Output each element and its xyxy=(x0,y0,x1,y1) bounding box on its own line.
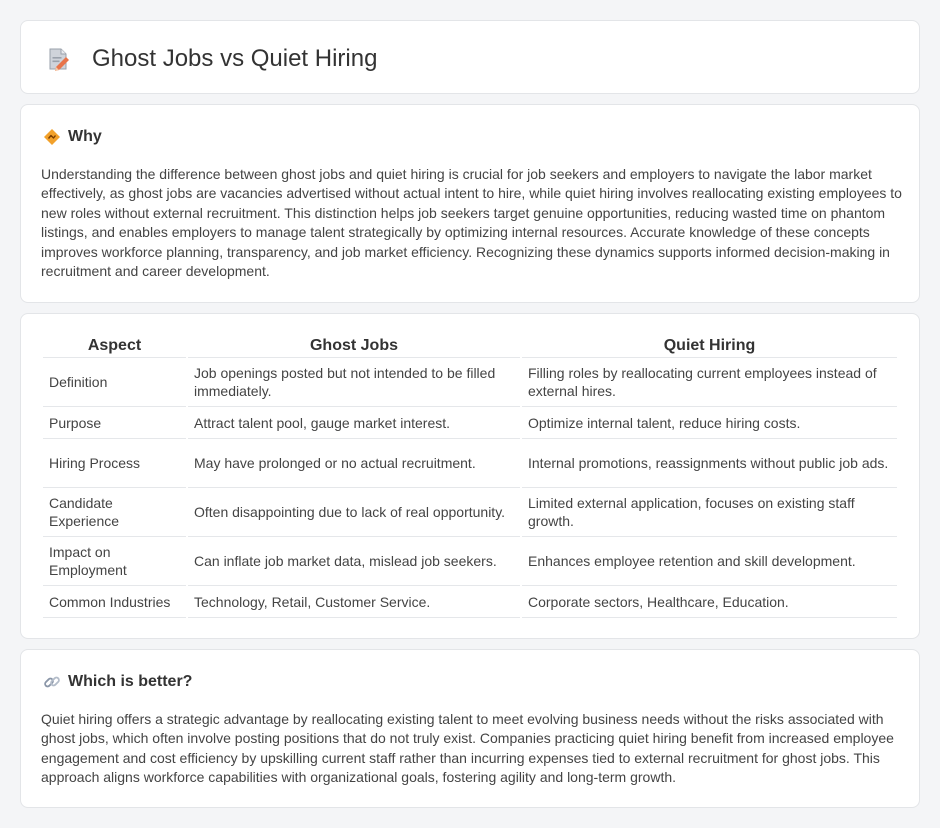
header-aspect: Aspect xyxy=(43,336,186,358)
table-cell: Often disappointing due to lack of real opportunity. xyxy=(188,488,520,537)
table-cell: Limited external application, focuses on existing staff growth. xyxy=(522,488,897,537)
table-row xyxy=(43,358,897,407)
link-icon xyxy=(43,673,61,691)
table-cell: Job openings posted but not intended to be filled immediately. xyxy=(188,358,520,407)
table-cell: Enhances employee retention and skill development. xyxy=(522,537,897,586)
better-text: Quiet hiring offers a strategic advantage by reallocating existing talent to meet evolving business needs without the risks associated with ghost jobs, which often involve posting positions that do not truly exist. Companies practicing quiet hiring benefit from increased employee engagement and cost efficiency by upskilling current staff rather than incurring expenses tied to external recruitment for ghost jobs. This approach aligns workforce capabilities with organizational goals, fostering agility and long-term growth. xyxy=(41,711,894,786)
table-cell: Definition xyxy=(43,358,186,407)
diamond-sign-icon xyxy=(43,128,61,146)
table-header-row xyxy=(43,336,897,358)
page-title: Ghost Jobs vs Quiet Hiring xyxy=(92,45,378,72)
table-cell: May have prolonged or no actual recruitment. xyxy=(188,439,520,488)
table-cell: Internal promotions, reassignments without public job ads. xyxy=(522,439,897,488)
table-row xyxy=(43,439,897,488)
document-pencil-icon xyxy=(46,46,72,72)
header-ghost-jobs: Ghost Jobs xyxy=(188,336,520,358)
table-row xyxy=(43,537,897,586)
table-cell: Can inflate job market data, mislead job seekers. xyxy=(188,537,520,586)
table-cell: Hiring Process xyxy=(43,439,186,488)
table-cell: Technology, Retail, Customer Service. xyxy=(188,586,520,618)
why-heading: Why xyxy=(68,128,102,145)
table-cell: Optimize internal talent, reduce hiring costs. xyxy=(522,407,897,439)
table-cell: Filling roles by reallocating current employees instead of external hires. xyxy=(522,358,897,407)
comparison-section xyxy=(20,313,920,639)
which-is-better-section xyxy=(20,649,920,808)
why-heading-row xyxy=(43,127,102,147)
table-cell: Corporate sectors, Healthcare, Education. xyxy=(522,586,897,618)
table-cell: Candidate Experience xyxy=(43,488,186,537)
table-row xyxy=(43,407,897,439)
table-row xyxy=(43,586,897,618)
table-cell: Impact on Employment xyxy=(43,537,186,586)
better-heading: Which is better? xyxy=(68,673,193,690)
header-quiet-hiring: Quiet Hiring xyxy=(522,336,897,358)
table-cell: Common Industries xyxy=(43,586,186,618)
better-heading-row xyxy=(43,672,192,692)
comparison-table xyxy=(41,336,899,618)
table-cell: Attract talent pool, gauge market interest. xyxy=(188,407,520,439)
why-section xyxy=(20,104,920,303)
table-cell: Purpose xyxy=(43,407,186,439)
table-row xyxy=(43,488,897,537)
title-card xyxy=(20,20,920,94)
why-text: Understanding the difference between ghost jobs and quiet hiring is crucial for job seekers and employers to navigate the labor market effectively, as ghost jobs are vacancies advertised without actual intent to hire, while quiet hiring involves reallocating existing employees to new roles without external recruitment. This distinction helps job seekers target genuine opportunities, reducing wasted time on phantom listings, and enables employers to manage talent strategically by optimizing internal resources. Accurate knowledge of these concepts improves workforce planning, transparency, and job market efficiency. Recognizing these dynamics supports informed decision-making in recruitment and career development. xyxy=(41,166,902,280)
